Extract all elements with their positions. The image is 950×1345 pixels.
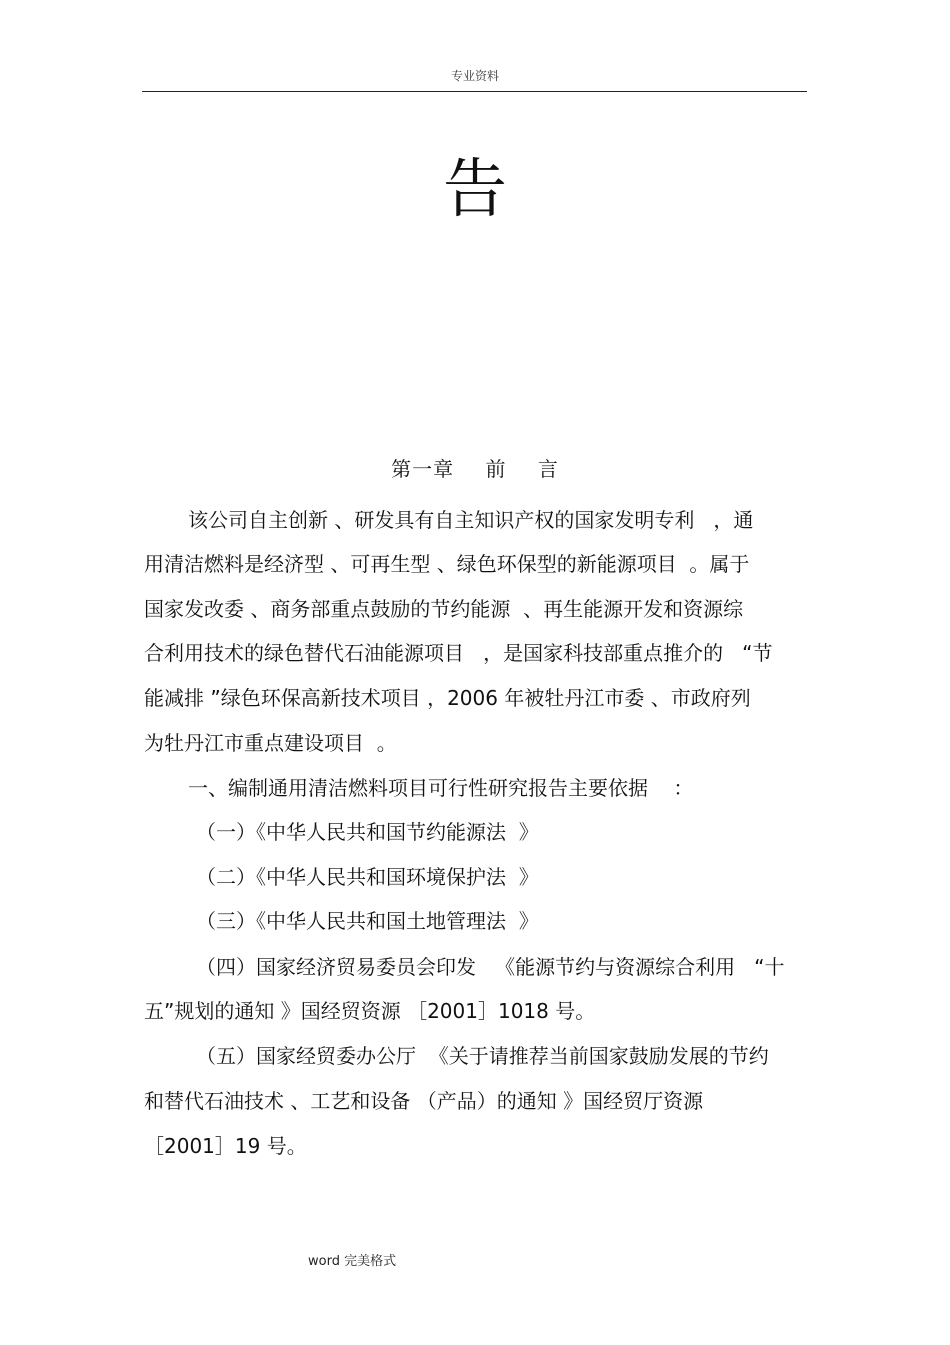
chapter-title-part2: 言 xyxy=(537,457,559,481)
list-item: （一）《中华人民共和国节约能源法 》 xyxy=(196,820,539,844)
list-item-continuation: 和替代石油技术 、工艺和设备 （产品）的通知 》国经贸厅资源 xyxy=(144,1089,704,1113)
paragraph-line: 为牡丹江市重点建设项目 。 xyxy=(144,731,397,755)
chapter-number: 第一章 xyxy=(391,457,455,481)
chapter-heading xyxy=(0,454,950,484)
section-heading: 一、编制通用清洁燃料项目可行性研究报告主要依据 ： xyxy=(188,776,694,800)
chapter-title-part1: 前 xyxy=(485,457,507,481)
page-footer-label: word 完美格式 xyxy=(308,1254,397,1269)
header-divider xyxy=(142,91,807,92)
list-item-continuation: ［2001］19 号。 xyxy=(144,1134,307,1158)
page-header-label: 专业资料 xyxy=(450,69,499,83)
list-item: （三）《中华人民共和国土地管理法 》 xyxy=(196,909,539,933)
paragraph-line: 合利用技术的绿色替代石油能源项目 ，是国家科技部重点推介的 “节 xyxy=(144,641,773,665)
list-item: （二）《中华人民共和国环境保护法 》 xyxy=(196,865,539,889)
list-item: （四）国家经济贸易委员会印发 《能源节约与资源综合利用 “十 xyxy=(196,955,785,979)
list-item-continuation: 五”规划的通知 》国经贸资源 ［2001］1018 号。 xyxy=(144,999,596,1023)
paragraph-line: 能减排 ”绿色环保高新技术项目 ，2006 年被牡丹江市委 、市政府列 xyxy=(144,686,751,710)
paragraph-line: 国家发改委 、商务部重点鼓励的节约能源 、再生能源开发和资源综 xyxy=(144,597,744,621)
paragraph-line: 该公司自主创新 、研发具有自主知识产权的国家发明专利 ，通 xyxy=(188,508,754,532)
paragraph-line: 用清洁燃料是经济型 、可再生型 、绿色环保型的新能源项目 。属于 xyxy=(144,552,750,576)
list-item: （五）国家经贸委办公厅 《关于请推荐当前国家鼓励发展的节约 xyxy=(196,1044,769,1068)
title-character: 告 xyxy=(443,153,507,227)
